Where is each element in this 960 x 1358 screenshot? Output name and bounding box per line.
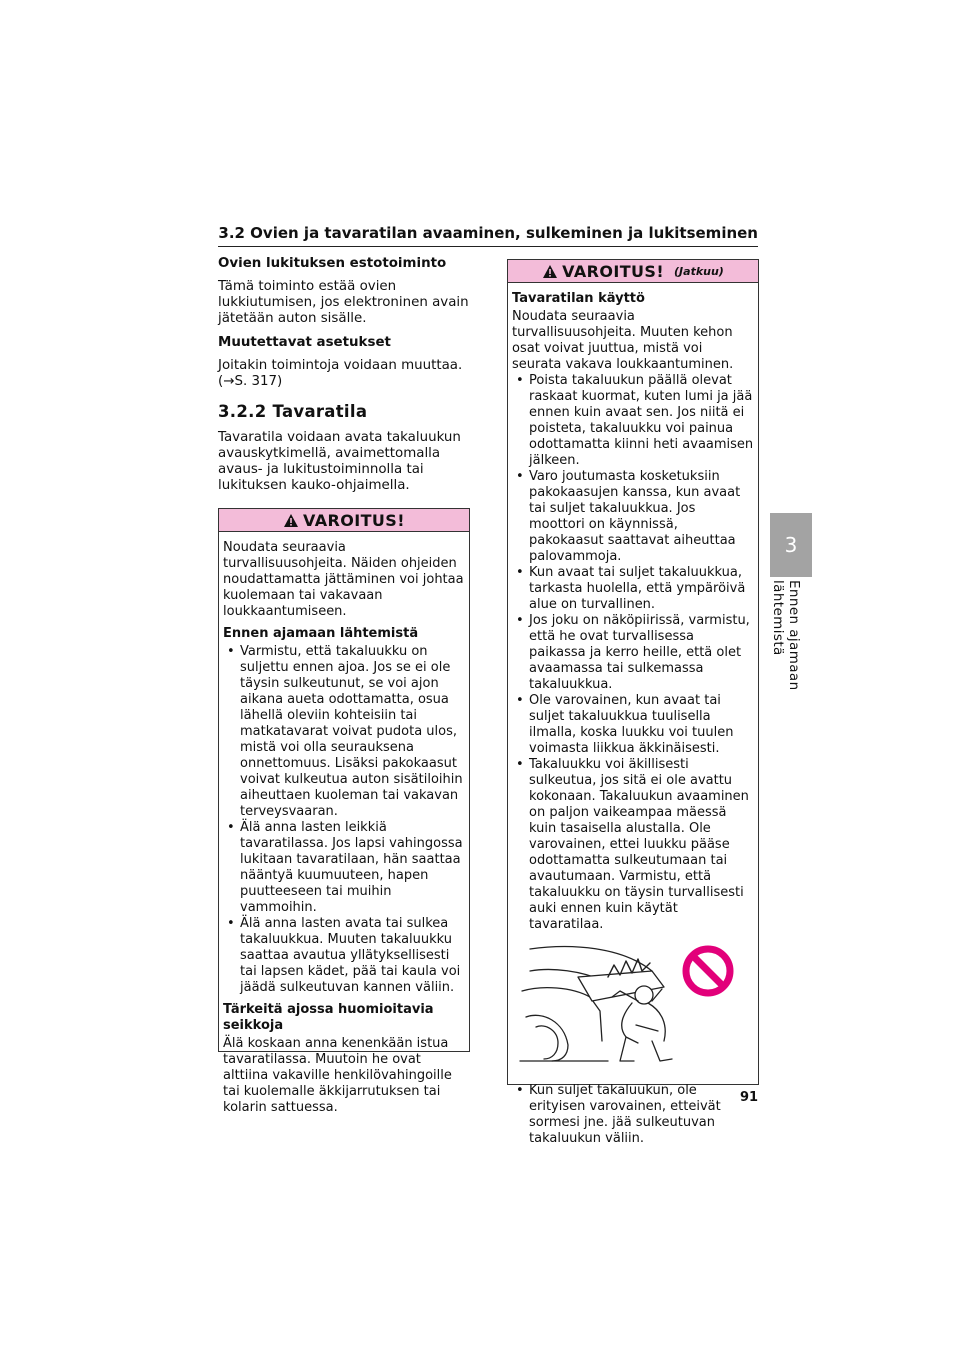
warning-triangle-icon xyxy=(283,513,299,528)
paragraph-settings: Joitakin toimintoja voidaan muuttaa. (→S. 317) xyxy=(218,358,463,389)
subheading-door-lock: Ovien lukituksen estotoiminto xyxy=(218,256,447,271)
list-item: • Kun suljet takaluukun, ole erityisen varovainen, etteivät sormesi jne. jää sulkeutuvan takaluukun väliin. xyxy=(512,1083,754,1147)
warning-subheading-driving: Tärkeitä ajossa huomioitavia seikkoja xyxy=(223,1002,434,1033)
warning-body-left xyxy=(219,532,469,1126)
chapter-tab xyxy=(770,513,812,577)
list-item: • Takaluukku voi äkillisesti sulkeutua, jos sitä ei ole avattu kokonaan. Takaluukun avaaminen on paljon vaikeampaa mäessä kuin tasaisella alustalla. Ole varovainen, ettei luukku pääse odottamatta sulkeutumaan tai avautumaan. Varmistu, että takaluukku on täysin turvallisesti auki ennen kuin käytät tavaratilaa. xyxy=(512,757,754,933)
list-item: • Kun avaat tai suljet takaluukkua, tarkasta huolella, että ympäröivä alue on turvallinen. xyxy=(512,565,754,613)
warning-triangle-icon xyxy=(542,264,558,279)
warning-title-right: VAROITUS! xyxy=(562,261,665,281)
warning-intro-left: Noudata seuraavia turvallisuusohjeita. Näiden ohjeiden noudattamatta jättäminen voi johtaa kuolemaan tai vakavaan loukkaantumiseen. xyxy=(223,540,464,619)
left-column xyxy=(218,256,470,502)
page-number: 91 xyxy=(740,1090,759,1105)
warning-list-right-last xyxy=(512,1083,754,1147)
chapter-label: Ennen ajamaan lähtemistä xyxy=(770,580,802,691)
warning-list-left xyxy=(223,644,465,996)
warning-intro-right: Noudata seuraavia turvallisuusohjeita. Muuten kehon osat voivat juuttua, mistä voi seurata vakava loukkaantuminen. xyxy=(512,309,734,372)
warning-body-right xyxy=(508,283,758,1157)
prohibition-icon xyxy=(686,949,730,993)
list-item: • Varo joutumasta kosketuksiin pakokaasujen kanssa, kun avaat tai suljet takaluukkua. Jos moottori on käynnissä, pakokaasut saattavat aiheuttaa palovammoja. xyxy=(512,469,754,565)
list-item: • Älä anna lasten leikkiä tavaratilassa. Jos lapsi vahingossa lukitaan tavaratilaan, hän saattaa nääntyä kuumuuteen, hapen puutteeseen tai muihin vammoihin. xyxy=(223,820,465,916)
warning-list-right xyxy=(512,373,754,933)
warning-subheading-trunk-use: Tavaratilan käyttö xyxy=(512,291,645,306)
paragraph-trunk: Tavaratila voidaan avata takaluukun avauskytkimellä, avaimettomalla avaus- ja lukitustoiminnolla tai lukituksen kauko-ohjaimella. xyxy=(218,430,461,493)
section-title: 3.2.2 Tavaratila xyxy=(218,402,368,421)
paragraph-door-lock: Tämä toiminto estää ovien lukkiutumisen, jos elektroninen avain jätetään auton sisälle. xyxy=(218,279,469,326)
list-item: • Ole varovainen, kun avaat tai suljet takaluukkua tuulisella ilmalla, koska luukku voi tuulen voimasta liikkua äkkinäisesti. xyxy=(512,693,754,757)
warning-title-left: VAROITUS! xyxy=(303,510,405,530)
list-item: • Poista takaluukun päällä olevat raskaat kuormat, kuten lumi ja jää ennen kuin avaat sen. Jos niitä ei poisteta, takaluukku voi painua odottamatta kiinni heti avaamisen jälkeen. xyxy=(512,373,754,469)
running-header: 3.2 Ovien ja tavaratilan avaaminen, sulkeminen ja lukitseminen xyxy=(218,224,758,247)
list-item: • Varmistu, että takaluukku on suljettu ennen ajoa. Jos se ei ole täysin sulkeutunut, se voi ajon aikana aueta odottamatta, osua lähellä oleviin kohteisiin tai matkatavarat voivat pudota ulos, mistä voi olla seurauksena onnettomuus. Lisäksi pakokaasut voivat kulkeutua auton sisätiloihin aiheuttaen kuoleman tai vakavan terveysvaaran. xyxy=(223,644,465,820)
subheading-settings: Muutettavat asetukset xyxy=(218,335,391,350)
warning-paragraph-driving: Älä koskaan anna kenenkään istua tavaratilassa. Muutoin he ovat alttiina vakaville henkilövahingoille tai kuolemalle äkkijarrutuksen tai kolarin sattuessa. xyxy=(223,1036,452,1115)
list-item: • Jos joku on näköpiirissä, varmistu, että he ovat turvallisessa paikassa ja kerro heille, että olet avaamassa tai sulkemassa takaluukkua. xyxy=(512,613,754,693)
trunk-closing-illustration xyxy=(512,941,744,1073)
list-item: • Älä anna lasten avata tai sulkea takaluukkua. Muuten takaluukku saattaa avautua yllätyksellisesti tai lapsen kädet, pää tai kaula voi jäädä sulkeutuvan kannen väliin. xyxy=(223,916,465,996)
chapter-number: 3 xyxy=(784,533,798,557)
warning-header-left xyxy=(219,509,469,532)
warning-box-left xyxy=(218,508,470,1115)
warning-continued-label: (Jatkuu) xyxy=(674,264,724,278)
warning-header-right xyxy=(508,260,758,283)
warning-subheading-before-driving: Ennen ajamaan lähtemistä xyxy=(223,626,419,641)
